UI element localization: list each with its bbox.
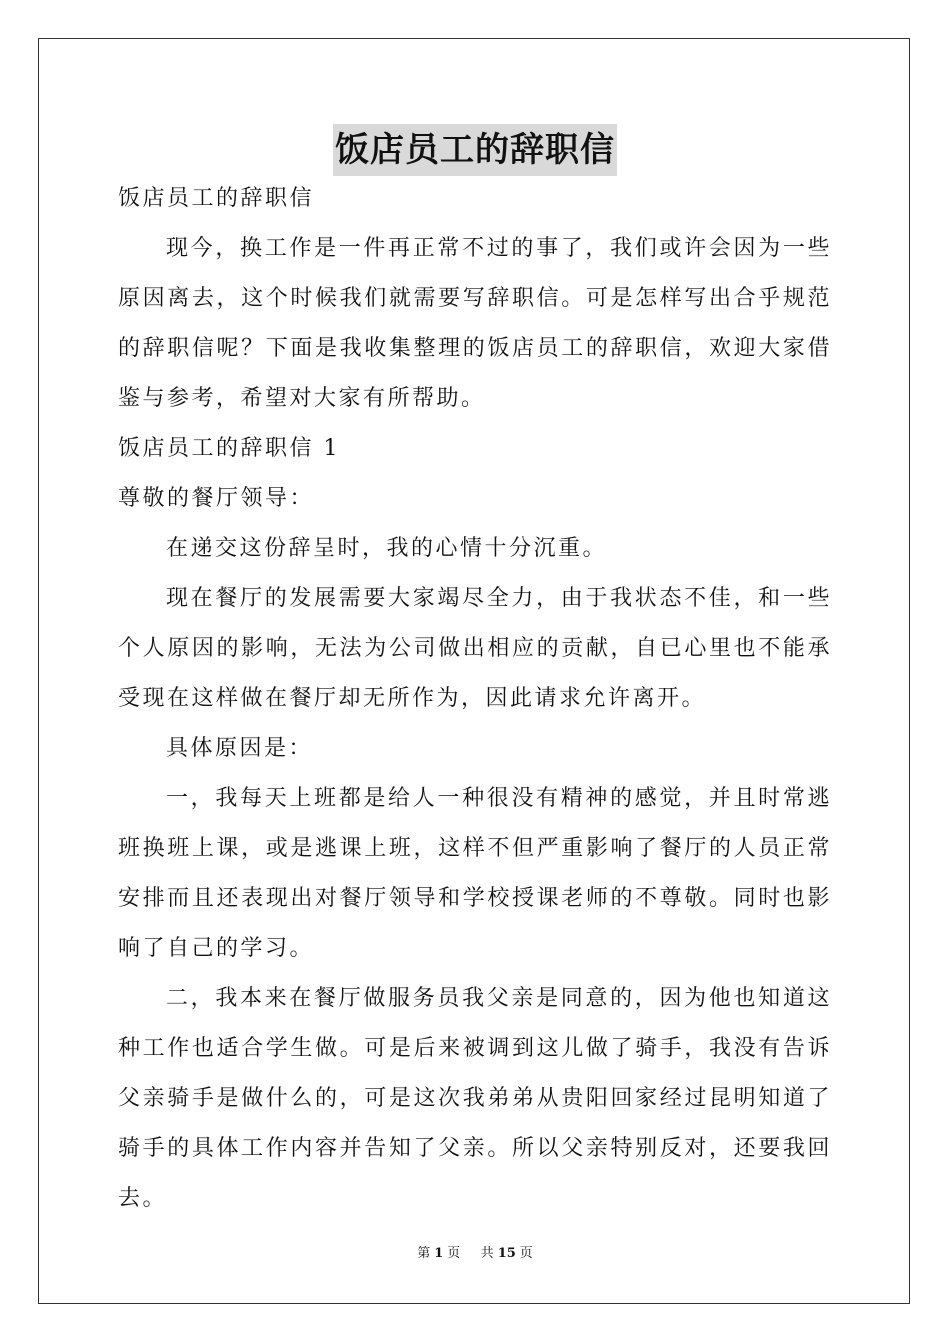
total-pages-indicator: 共 15 页 [480, 1246, 533, 1261]
body-paragraph: 二，我本来在餐厅做服务员我父亲是同意的，因为他也知道这种工作也适合学生做。可是后来被调到这儿做了骑手，我没有告诉父亲骑手是做什么的，可是这次我弟弟从贵阳回家经过昆明知道了骑手的具体工作内容并告知了父亲。所以父亲特别反对，还要我回去。 [118, 986, 832, 1211]
total-page-count: 15 [497, 1246, 516, 1261]
body-paragraph: 现今，换工作是一件再正常不过的事了，我们或许会因为一些原因离去，这个时候我们就需要写辞职信。可是怎样写出合乎规范的辞职信呢？下面是我收集整理的饭店员工的辞职信，欢迎大家借鉴与参考，希望对大家有所帮助。 [118, 236, 832, 411]
salutation: 尊敬的餐厅领导： [118, 486, 315, 511]
document-title-text: 饭店员工的辞职信 [333, 124, 617, 176]
body-paragraph: 饭店员工的辞职信 [118, 186, 315, 211]
document-title [0, 124, 950, 176]
current-page-number: 1 [434, 1246, 444, 1261]
page-indicator: 第 1 页 [417, 1246, 461, 1261]
body-paragraph: 现在餐厅的发展需要大家竭尽全力，由于我状态不佳，和一些个人原因的影响，无法为公司做出相应的贡献，自已心里也不能承受现在这样做在餐厅却无所作为，因此请求允许离开。 [118, 586, 832, 711]
body-paragraph: 在递交这份辞呈时，我的心情十分沉重。 [166, 536, 608, 561]
body-paragraph: 具体原因是： [166, 736, 314, 761]
page-footer [0, 1244, 950, 1264]
document-body [118, 174, 832, 1224]
section-heading: 饭店员工的辞职信 1 [118, 436, 340, 461]
body-paragraph: 一，我每天上班都是给人一种很没有精神的感觉，并且时常逃班换班上课，或是逃课上班，这样不但严重影响了餐厅的人员正常安排而且还表现出对餐厅领导和学校授课老师的不尊敬。同时也影响了自己的学习。 [118, 786, 832, 961]
